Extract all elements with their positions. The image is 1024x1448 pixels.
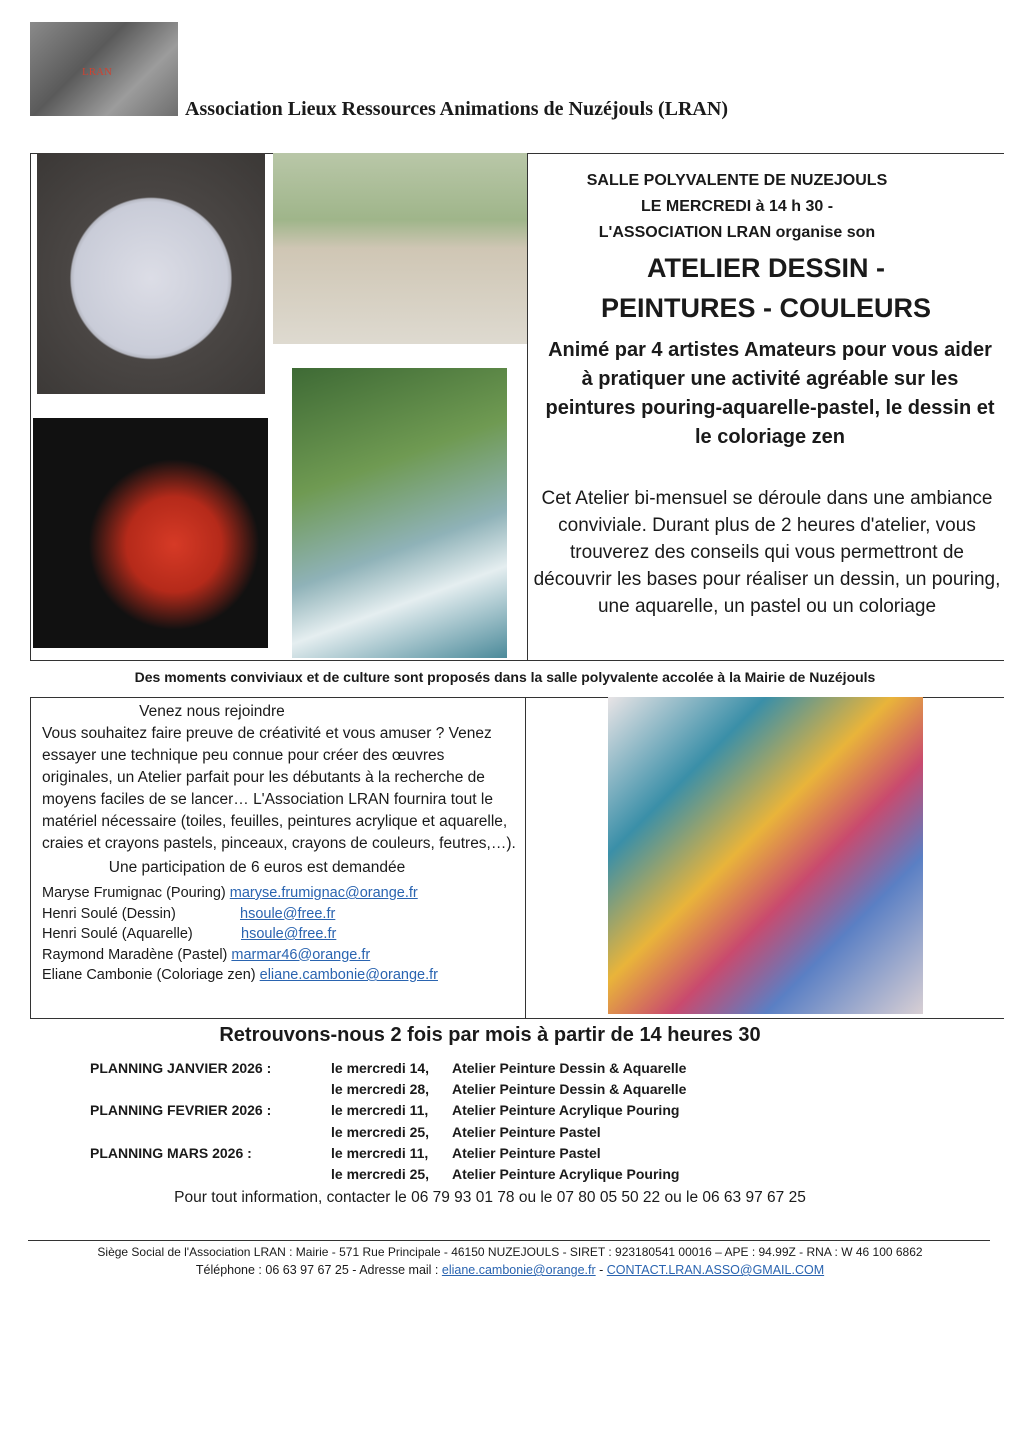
planning-date: le mercredi 14, <box>331 1060 430 1076</box>
planning-date: le mercredi 28, <box>331 1081 430 1098</box>
contact-item: Henri Soulé (Dessin) hsoule@free.fr <box>42 905 336 922</box>
join-body: Vous souhaitez faire preuve de créativité et vous amuser ? Venez essayer une technique peu connue pour créer des œuvres originales, un Atelier parfait pour les débutants à la recherche de moyens faciles de se lancer… L'Association LRAN fournira tout le matériel nécessaire (toiles, feuilles, peintures acrylique et aquarelle, craies et crayons pastels, pinceaux, crayons de couleurs, feutres,…). <box>42 725 516 852</box>
schedule-heading: Retrouvons-nous 2 fois par mois à partir de 14 heures 30 <box>219 1024 761 1046</box>
planning-activity: Atelier Peinture Pastel <box>452 1144 601 1161</box>
footer-divider <box>28 1240 990 1241</box>
footer-email-link-2[interactable]: CONTACT.LRAN.ASSO@GMAIL.COM <box>606 1263 825 1277</box>
contact-item: Raymond Maradène (Pastel) marmar46@orange.fr <box>42 946 371 963</box>
lran-logo <box>30 22 178 116</box>
planning-date: le mercredi 11, <box>331 1144 429 1161</box>
village-drawing-image <box>273 153 527 344</box>
atelier-title-1: ATELIER DESSIN - <box>646 253 886 283</box>
divider <box>30 660 1004 661</box>
time-line: LE MERCREDI à 14 h 30 - <box>640 198 834 215</box>
fee-text: Une participation de 6 euros est demandée <box>108 859 406 876</box>
caption: Des moments conviviaux et de culture sont proposés dans la salle polyvalente accolée à la Mairie de Nuzéjouls <box>134 669 876 685</box>
phone-contacts: Pour tout information, contacter le 06 79 93 01 78 ou le 07 80 05 50 22 ou le 06 63 97 67 25 <box>174 1189 806 1206</box>
contact-email-link[interactable]: maryse.frumignac@orange.fr <box>229 885 418 901</box>
pouring-painting-image <box>37 153 265 394</box>
contact-list <box>42 883 517 986</box>
planning-activity: Atelier Peinture Pastel <box>452 1123 601 1140</box>
planning-label: PLANNING JANVIER 2026 : <box>90 1060 272 1076</box>
contact-email-link[interactable]: hsoule@free.fr <box>241 926 337 942</box>
planning-date: le mercredi 25, <box>331 1166 430 1182</box>
atelier-subtitle: Animé par 4 artistes Amateurs pour vous aider à pratiquer une activité agréable sur les peintures pouring-aquarelle-pastel, le dessin et le coloriage zen <box>545 339 995 448</box>
tomato-painting-image <box>33 418 268 648</box>
art-supplies-photo <box>608 697 923 1014</box>
footer-contact: Téléphone : 06 63 97 67 25 - Adresse mail : eliane.cambonie@orange.fr - CONTACT.LRAN.ASSO@GMAIL.COM <box>195 1263 825 1277</box>
contact-email-link[interactable]: hsoule@free.fr <box>240 905 336 922</box>
contact-item: Henri Soulé (Aquarelle) hsoule@free.fr <box>42 926 337 942</box>
planning-date: le mercredi 11, <box>331 1102 429 1119</box>
venue-line: SALLE POLYVALENTE DE NUZEJOULS <box>586 172 888 189</box>
organiser-line: L'ASSOCIATION LRAN organise son <box>598 224 876 241</box>
join-heading: Venez nous rejoindre <box>139 703 285 720</box>
divider <box>30 153 31 660</box>
logo-text: LRAN <box>82 66 112 78</box>
river-painting-image <box>292 368 507 658</box>
planning-activity: Atelier Peinture Dessin & Aquarelle <box>452 1081 687 1098</box>
planning-date: le mercredi 25, <box>331 1123 430 1140</box>
planning-label: PLANNING FEVRIER 2026 : <box>90 1102 272 1119</box>
divider <box>525 697 526 1018</box>
contact-item: Eliane Cambonie (Coloriage zen) eliane.cambonie@orange.fr <box>42 967 438 983</box>
atelier-description: Cet Atelier bi-mensuel se déroule dans une ambiance conviviale. Durant plus de 2 heures d'atelier, vous trouverez des conseils qui vous permettront de découvrir les bases pour réaliser un dessin, un pouring, une aquarelle, un pastel ou un coloriage <box>533 488 1001 617</box>
divider <box>30 697 31 1018</box>
atelier-title-2: PEINTURES - COULEURS <box>600 293 932 323</box>
planning-activity: Atelier Peinture Dessin & Aquarelle <box>452 1060 687 1076</box>
planning-activity: Atelier Peinture Acrylique Pouring <box>452 1166 680 1182</box>
planning-label: PLANNING MARS 2026 : <box>90 1144 252 1161</box>
planning-activity: Atelier Peinture Acrylique Pouring <box>452 1102 680 1119</box>
contact-email-link[interactable]: marmar46@orange.fr <box>231 946 371 963</box>
contact-item: Maryse Frumignac (Pouring) maryse.frumignac@orange.fr <box>42 885 418 901</box>
association-title: Association Lieux Ressources Animations de Nuzéjouls (LRAN) <box>185 98 728 120</box>
footer-email-link[interactable]: eliane.cambonie@orange.fr <box>441 1263 596 1277</box>
footer-address: Siège Social de l'Association LRAN : Mairie - 571 Rue Principale - 46150 NUZEJOULS - SIRET : 923180541 00016 – APE : 94.99Z - RNA : W 46 100 6862 <box>97 1245 923 1259</box>
divider <box>30 1018 1004 1019</box>
contact-email-link[interactable]: eliane.cambonie@orange.fr <box>259 967 438 983</box>
